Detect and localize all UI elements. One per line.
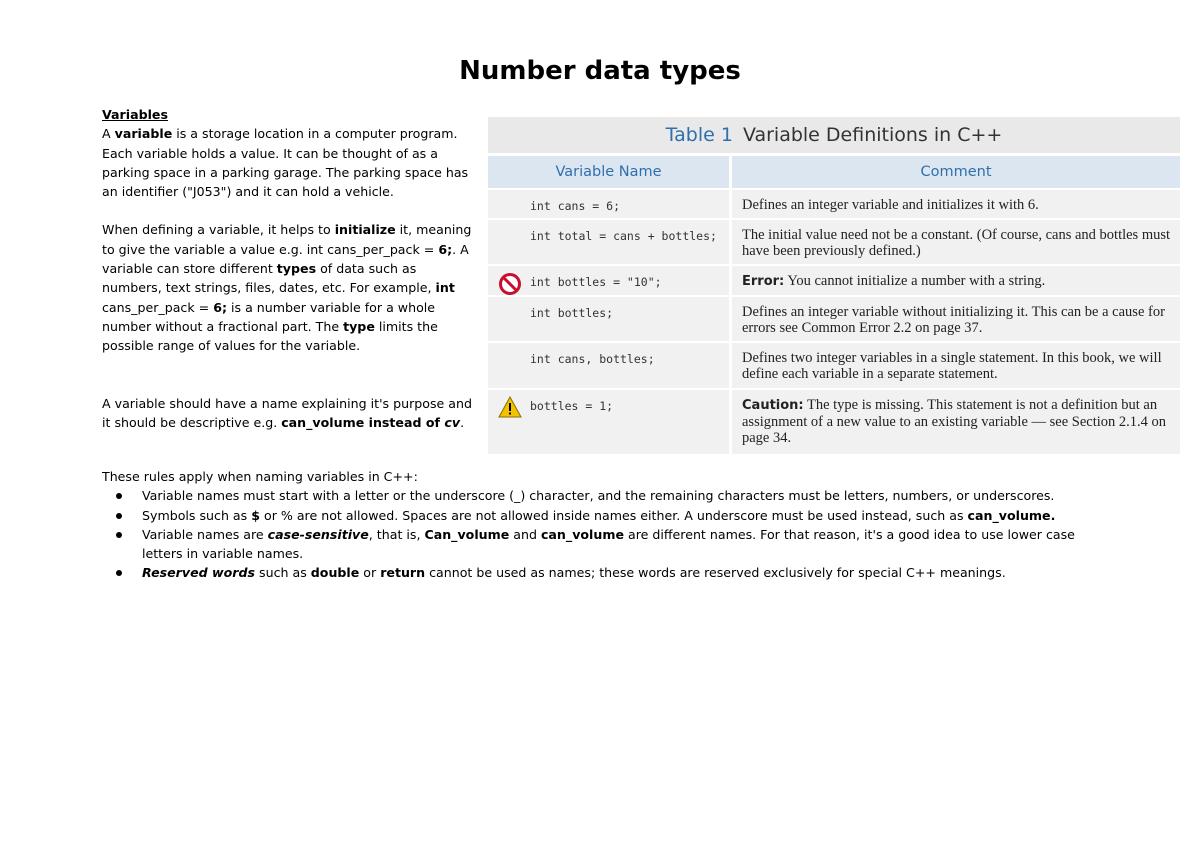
comment-cell: Caution: The type is missing. This statement is not a definition but an assignment of a new value to an existing variable — see Section 2.1.4 on page 34. [742,397,1167,446]
variables-section [102,105,472,432]
table-row [488,264,1180,295]
comment-cell: The initial value need not be a constant. (Of course, cans and bottles must have been previously defined.) [742,227,1171,259]
table-row [488,295,1180,341]
code-cell: bottles = 1; [488,390,732,454]
paragraph-definition: A variable is a storage location in a computer program. Each variable holds a value. It can be thought of as a parking space in a parking garage. The parking space has an identifier ("J053") and it can hold a vehicle. [102,126,469,200]
comment-cell: Defines two integer variables in a single statement. In this book, we will define each variable in a separate statement. [742,350,1162,382]
column-header-variable-name: Variable Name [488,156,732,188]
table-caption: Table 1 Variable Definitions in C++ [488,117,1180,153]
variable-definitions-table [488,117,1180,454]
rules-list [102,486,1102,582]
paragraph-initialize: When defining a variable, it helps to initialize it, meaning to give the variable a value e.g. int cans_per_pack = 6;. A variable can store different types of data such as numbers, text strings, files, dates, etc. For example, int cans_per_pack = 6; is a number variable for a whole number without a fractional part. The type limits the possible range of values for the variable. [102,222,472,354]
code-cell: int total = cans + bottles; [488,220,732,264]
column-header-comment: Comment [920,164,992,180]
rules-intro: These rules apply when naming variables in C++: [102,469,418,484]
comment-cell: Error: You cannot initialize a number with a string. [742,273,1046,289]
prohibited-icon [498,272,522,299]
comment-cell: Defines an integer variable and initializes it with 6. [742,197,1039,213]
table-row [488,188,1180,218]
list-item: Variable names must start with a letter or the underscore (_) character, and the remaining characters must be letters, numbers, or underscores. [142,486,1102,505]
code-cell: int cans = 6; [488,190,732,218]
naming-rules-section [102,467,1102,583]
table-row [488,341,1180,388]
code-cell: int cans, bottles; [488,343,732,388]
table-row [488,388,1180,454]
section-heading: Variables [102,107,168,122]
table-header [488,153,1180,188]
list-item: Variable names are case-sensitive, that is, Can_volume and can_volume are different names. For that reason, it's a good idea to use lower case letters in variable names. [142,525,1102,564]
table-row [488,218,1180,264]
code-cell: int bottles; [488,297,732,341]
comment-cell: Defines an integer variable without initializing it. This can be a cause for errors see Common Error 2.2 on page 37. [742,304,1165,336]
code-cell: int bottles = "10"; [488,266,732,295]
paragraph-naming: A variable should have a name explaining it's purpose and it should be descriptive e.g. can_volume instead of cv. [102,395,472,430]
page-title: Number data types [459,56,741,86]
list-item: Symbols such as $ or % are not allowed. Spaces are not allowed inside names either. A underscore must be used instead, such as can_volume. [142,506,1102,525]
warning-triangle-icon [498,396,522,421]
list-item: Reserved words such as double or return cannot be used as names; these words are reserved exclusively for special C++ meanings. [142,563,1102,582]
